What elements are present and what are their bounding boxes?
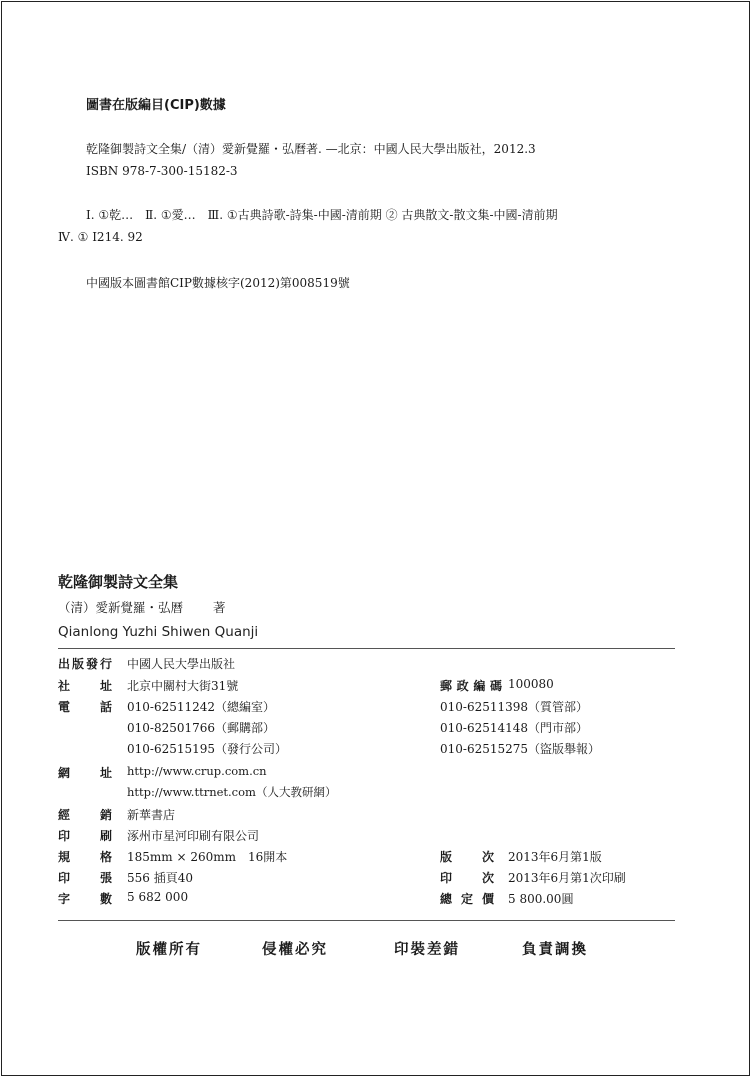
printer-label: 印 刷 xyxy=(58,829,112,843)
impression-value: 2013年6月第1次印刷 xyxy=(508,871,626,885)
book-author: （清）愛新覺羅・弘曆 xyxy=(58,600,184,615)
book-title-pinyin: Qianlong Yuzhi Shiwen Quanji xyxy=(58,624,259,640)
printer-value: 涿州市星河印刷有限公司 xyxy=(127,829,260,843)
publisher-row xyxy=(58,655,698,675)
sheets-row xyxy=(58,869,698,889)
spec-value: 185mm × 260mm 16開本 xyxy=(127,850,288,864)
phone-right-3: 010-62515275（盜版舉報） xyxy=(440,742,601,756)
words-label: 字 數 xyxy=(58,892,112,906)
phone-right-2: 010-62514148（門市部） xyxy=(440,721,589,735)
distributor-row xyxy=(58,806,698,826)
postcode-value: 100080 xyxy=(508,677,554,691)
phone-left-3: 010-62515195（發行公司） xyxy=(127,742,288,756)
spec-label: 規 格 xyxy=(58,850,112,864)
distributor-label: 經 銷 xyxy=(58,808,112,822)
rights-2: 侵權必究 xyxy=(262,942,328,958)
cip-isbn: ISBN 978-7-300-15182-3 xyxy=(86,164,238,178)
website-2[interactable]: http://www.ttrnet.com（人大教研網） xyxy=(127,785,337,799)
book-author-role: 著 xyxy=(213,600,226,615)
phone-right-1: 010-62511398（質管部） xyxy=(440,700,589,714)
website-label: 網 址 xyxy=(58,766,112,780)
sheets-label: 印 張 xyxy=(58,871,112,885)
cip-title-line: 乾隆御製詩文全集/（清）愛新覺羅・弘曆著. —北京：中國人民大學出版社，2012.3 xyxy=(86,142,536,156)
page-border xyxy=(1,1,750,1076)
words-value: 5 682 000 xyxy=(127,890,189,904)
phone-left-1: 010-62511242（總編室） xyxy=(127,700,276,714)
book-author-line xyxy=(58,598,226,616)
edition-label: 版 次 xyxy=(440,850,494,864)
cip-classification-2: Ⅳ. ① I214. 92 xyxy=(58,230,143,244)
price-value: 5 800.00圓 xyxy=(508,892,574,906)
publisher-label: 出版發行 xyxy=(58,657,112,671)
book-title-cn: 乾隆御製詩文全集 xyxy=(58,573,179,591)
address-row xyxy=(58,677,698,697)
phone-left-2: 010-82501766（郵購部） xyxy=(127,721,276,735)
cip-number: 中國版本圖書館CIP數據核字(2012)第008519號 xyxy=(86,276,350,290)
address-value: 北京中關村大街31號 xyxy=(127,679,239,693)
edition-value: 2013年6月第1版 xyxy=(508,850,602,864)
postcode-label: 郵政編碼 xyxy=(440,679,502,693)
words-row xyxy=(58,890,698,910)
phone-row-3 xyxy=(58,740,698,760)
cip-classification-1: Ⅰ. ①乾… Ⅱ. ①愛… Ⅲ. ①古典詩歌-詩集-中國-清前期 ② 古典散文-散文集-中國-清前期 xyxy=(86,208,558,222)
bottom-rule xyxy=(58,920,675,921)
top-rule xyxy=(58,648,675,649)
phone-row-2 xyxy=(58,719,698,739)
impression-label: 印 次 xyxy=(440,871,494,885)
price-label: 總 定 價 xyxy=(440,892,494,906)
spec-row xyxy=(58,848,698,868)
publisher-value: 中國人民大學出版社 xyxy=(127,657,236,671)
website-1[interactable]: http://www.crup.com.cn xyxy=(127,764,267,778)
printer-row xyxy=(58,827,698,847)
cip-heading: 圖書在版編目(CIP)數據 xyxy=(86,98,226,113)
rights-4: 負責調換 xyxy=(522,942,588,958)
phone-label: 電 話 xyxy=(58,700,112,714)
rights-1: 版權所有 xyxy=(136,942,202,958)
rights-3: 印裝差錯 xyxy=(394,942,460,958)
website-row-2 xyxy=(58,784,698,804)
sheets-value: 556 插頁40 xyxy=(127,871,193,885)
website-row-1 xyxy=(58,764,698,784)
phone-row-1 xyxy=(58,698,698,718)
distributor-value: 新華書店 xyxy=(127,808,176,822)
address-label: 社 址 xyxy=(58,679,112,693)
